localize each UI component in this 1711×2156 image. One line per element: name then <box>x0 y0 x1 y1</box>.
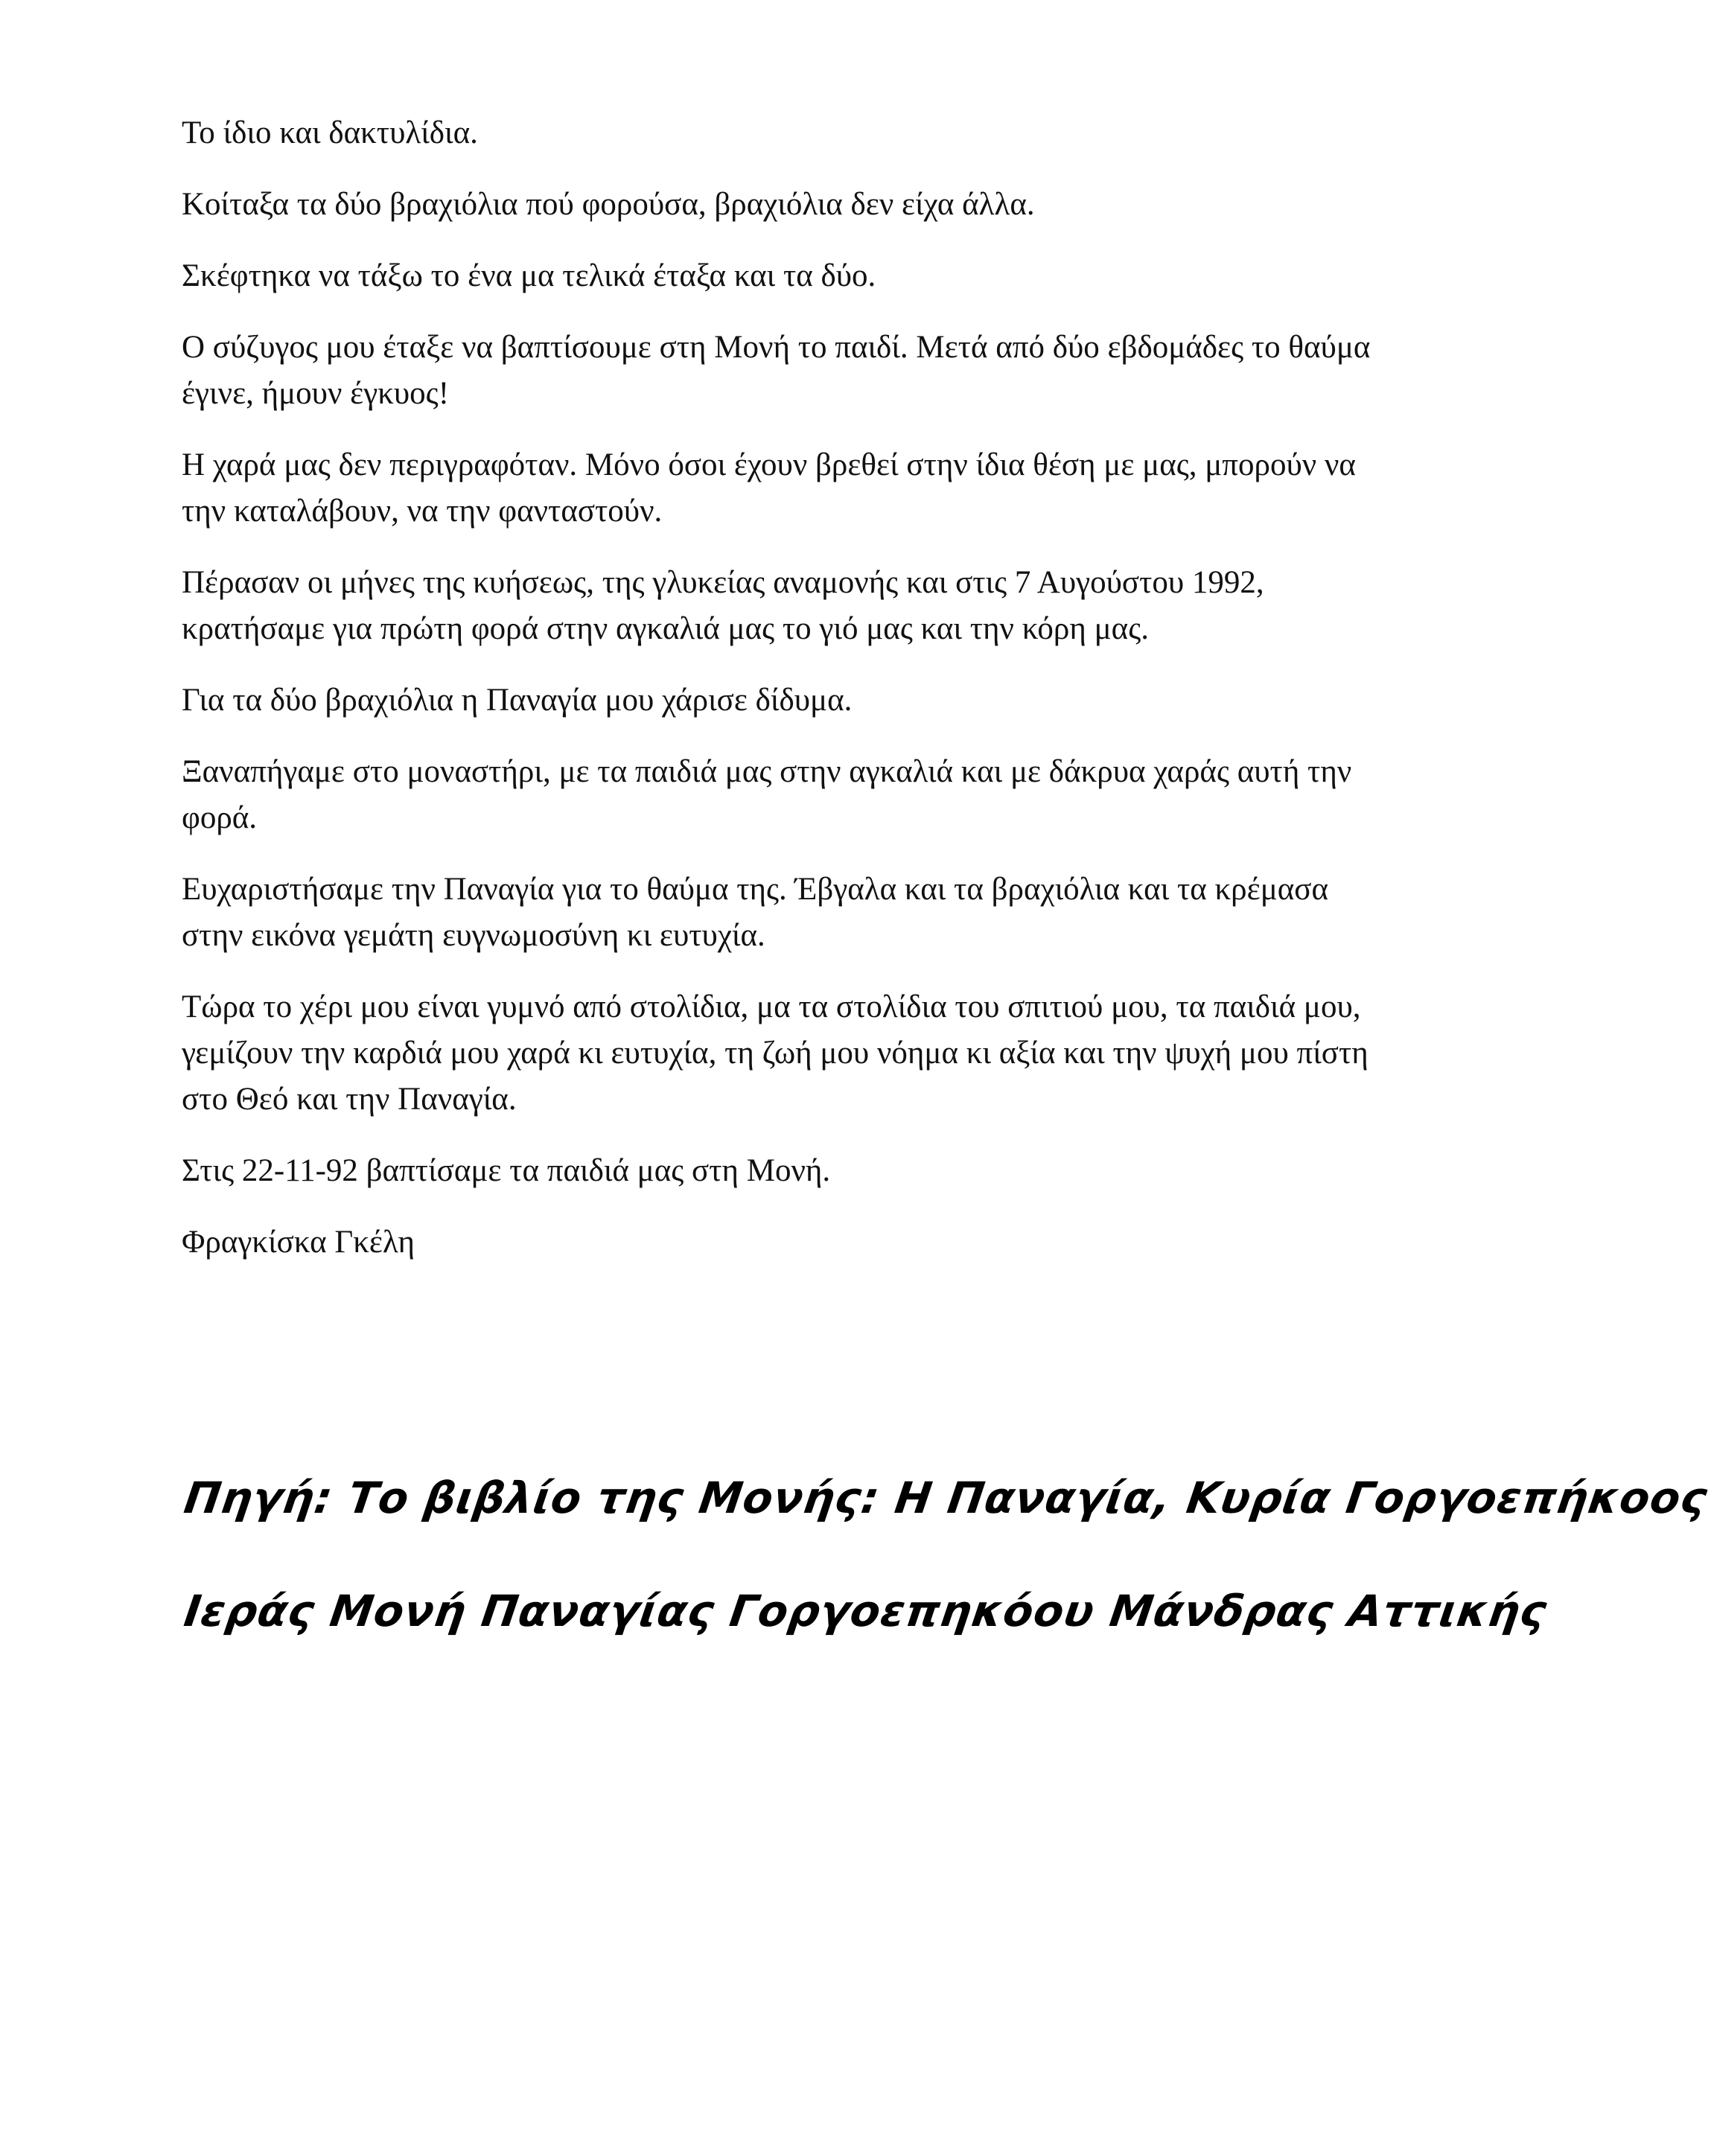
paragraph: Σκέφτηκα να τάξω το ένα μα τελικά έταξα και τα δύο. <box>182 258 876 293</box>
signature-name: Φραγκίσκα Γκέλη <box>182 1225 415 1260</box>
monastery-name-line: Ιεράς Μονή Παναγίας Γοργοεπηκόου Μάνδρας Αττικής <box>181 1586 1551 1636</box>
document-body <box>182 110 1388 1291</box>
paragraph: Πέρασαν οι μήνες της κυήσεως, της γλυκείας αναμονής και στις 7 Αυγούστου 1992, κρατήσαμε για πρώτη φορά στην αγκαλιά μας το γιό μας και την κόρη μας. <box>182 565 1264 646</box>
paragraph: Στις 22-11-92 βαπτίσαμε τα παιδιά μας στη Μονή. <box>182 1153 831 1188</box>
paragraph: Ο σύζυγος μου έταξε να βαπτίσουμε στη Μονή το παιδί. Μετά από δύο εβδομάδες το θαύμα έγινε, ήμουν έγκυος! <box>182 330 1371 411</box>
paragraph: Ξαναπήγαμε στο μοναστήρι, με τα παιδιά μας στην αγκαλιά και με δάκρυα χαράς αυτή την φορά. <box>182 754 1352 835</box>
paragraph: Η χαρά μας δεν περιγραφόταν. Μόνο όσοι έχουν βρεθεί στην ίδια θέση με μας, μπορούν να την καταλάβουν, να την φανταστούν. <box>182 447 1356 529</box>
source-citation-line: Πηγή: Το βιβλίο της Μονής: Η Παναγία, Κυρία Γοργοεπήκοος <box>181 1473 1711 1523</box>
paragraph: Τώρα το χέρι μου είναι γυμνό από στολίδια, μα τα στολίδια του σπιτιού μου, τα παιδιά μου, γεμίζουν την καρδιά μου χαρά κι ευτυχία, τη ζωή μου νόημα κι αξία και την ψυχή μου πίστη στο Θεό και την Παναγία. <box>182 989 1369 1117</box>
paragraph: Κοίταξα τα δύο βραχιόλια πού φορούσα, βραχιόλια δεν είχα άλλα. <box>182 187 1035 222</box>
paragraph: Για τα δύο βραχιόλια η Παναγία μου χάρισε δίδυμα. <box>182 683 853 718</box>
paragraph: Ευχαριστήσαμε την Παναγία για το θαύμα της. Έβγαλα και τα βραχιόλια και τα κρέμασα στην εικόνα γεμάτη ευγνωμοσύνη κι ευτυχία. <box>182 872 1328 953</box>
paragraph: Το ίδιο και δακτυλίδια. <box>182 115 478 150</box>
